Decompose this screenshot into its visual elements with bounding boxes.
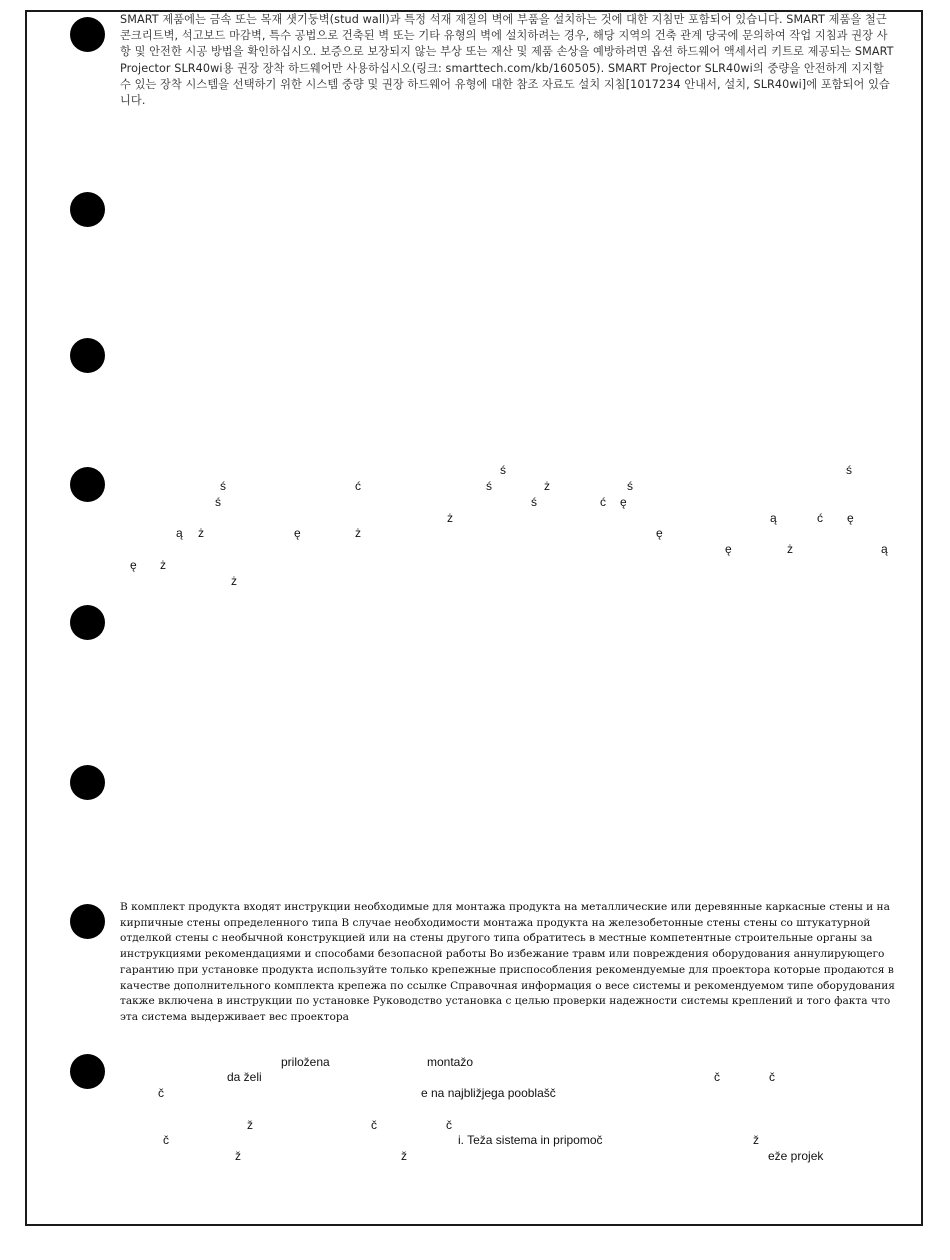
slovenian-fragment: ž: [401, 1149, 407, 1163]
polish-fragment: ś: [500, 463, 506, 477]
polish-fragment: ż: [787, 542, 793, 556]
polish-fragment: ś: [531, 495, 537, 509]
slovenian-fragment: e na najbližjega pooblašč: [421, 1086, 556, 1100]
bullet-2: [70, 192, 105, 227]
slovenian-fragment: č: [163, 1133, 169, 1147]
slovenian-fragment: eže projek: [768, 1149, 824, 1163]
polish-fragment: ż: [355, 526, 361, 540]
polish-fragment: ę: [294, 526, 301, 540]
slovenian-fragment: č: [446, 1118, 452, 1132]
korean-paragraph: SMART 제품에는 금속 또는 목재 샛기둥벽(stud wall)과 특정 석재 재질의 벽에 부품을 설치하는 것에 대한 지침만 포함되어 있습니다. SMART 제품을 철근 콘크리트벽, 석고보드 마감벽, 특수 공법으로 건축된 벽 또는 기타 유형의 벽에 설치하려는 경우, 해당 지역의 건축 관계 당국에 문의하여 작업 지침과 권장 사항 및 안전한 시공 방법을 확인하십시오. 보증으로 보장되지 않는 부상 또는 재산 및 제품 손상을 예방하려면 옵션 하드웨어 액세서리 키트로 제공되는 SMART Projector SLR40wi용 권장 장착 하드웨어만 사용하십시오(링크: smarttech.com/kb/160505). SMART Projector SLR40wi의 중량을 안전하게 지지할 수 있는 장착 시스템을 선택하기 위한 시스템 중량 및 권장 하드웨어 유형에 대한 참조 자료도 설치 지침[1017234 안내서, 설치, SLR40wi]에 포함되어 있습니다.: [120, 13, 894, 108]
polish-fragment: ą: [881, 542, 888, 556]
slovenian-fragment: priložena: [281, 1055, 330, 1069]
slovenian-fragment: montažo: [427, 1055, 474, 1069]
polish-fragment: ś: [846, 463, 852, 477]
slovenian-fragment: ž: [753, 1133, 759, 1147]
bullet-russian: [70, 904, 105, 939]
polish-fragment: ż: [198, 526, 204, 540]
polish-fragment: ś: [627, 479, 633, 493]
bullet-korean: [70, 17, 105, 52]
polish-fragment: ż: [544, 479, 550, 493]
polish-fragment: ś: [486, 479, 492, 493]
polish-fragment: ś: [220, 479, 226, 493]
polish-fragment: ż: [231, 574, 237, 588]
polish-fragment: ę: [130, 558, 137, 572]
bullet-5: [70, 605, 105, 640]
bullet-3: [70, 338, 105, 373]
slovenian-fragment: č: [158, 1086, 164, 1100]
slovenian-fragment: ž: [235, 1149, 241, 1163]
polish-fragment: ą: [176, 526, 183, 540]
bullet-6: [70, 765, 105, 800]
slovenian-fragment: č: [371, 1118, 377, 1132]
polish-fragment: ę: [725, 542, 732, 556]
slovenian-fragment: ž: [247, 1118, 253, 1132]
polish-fragment: ż: [160, 558, 166, 572]
polish-fragment: ś: [215, 495, 221, 509]
polish-fragment: ą: [770, 511, 777, 525]
polish-fragment: ć: [817, 511, 823, 525]
slovenian-fragment: č: [769, 1070, 775, 1084]
bullet-polish: [70, 467, 105, 502]
bullet-slovenian: [70, 1054, 105, 1089]
russian-paragraph: В комплект продукта входят инструкции необходимые для монтажа продукта на металлические или деревянные каркасные стены и на кирпичные стены определенного типа В случае необходимости монтажа продукта на железобетонные стены стены со штукатурной отделкой стены с необычной конструкцией или на стены другого типа обратитесь в местные компетентные строительные органы за инструкциями рекомендациями и способами безопасной работы Во избежание травм или повреждения оборудования аннулирующего гарантию при установке продукта используйте только крепежные приспособления рекомендуемые для проектора которые продаются в качестве дополнительного комплекта крепежа по ссылке Справочная информация о весе системы и рекомендуемом типе оборудования также включена в инструкции по установке Руководство установка с целью проверки надежности системы креплений и того факта что эта система выдерживает вес проектора: [120, 901, 895, 1023]
slovenian-fragment: i. Teža sistema in pripomoč: [458, 1133, 603, 1147]
slovenian-fragment: č: [714, 1070, 720, 1084]
slovenian-fragment: da želi: [227, 1070, 262, 1084]
polish-fragment: ę: [847, 511, 854, 525]
polish-fragment: ę: [656, 526, 663, 540]
polish-fragment: ę: [620, 495, 627, 509]
polish-fragment: ć: [600, 495, 606, 509]
polish-fragment: ć: [355, 479, 361, 493]
page-frame: [25, 10, 923, 1226]
polish-fragment: ż: [447, 511, 453, 525]
